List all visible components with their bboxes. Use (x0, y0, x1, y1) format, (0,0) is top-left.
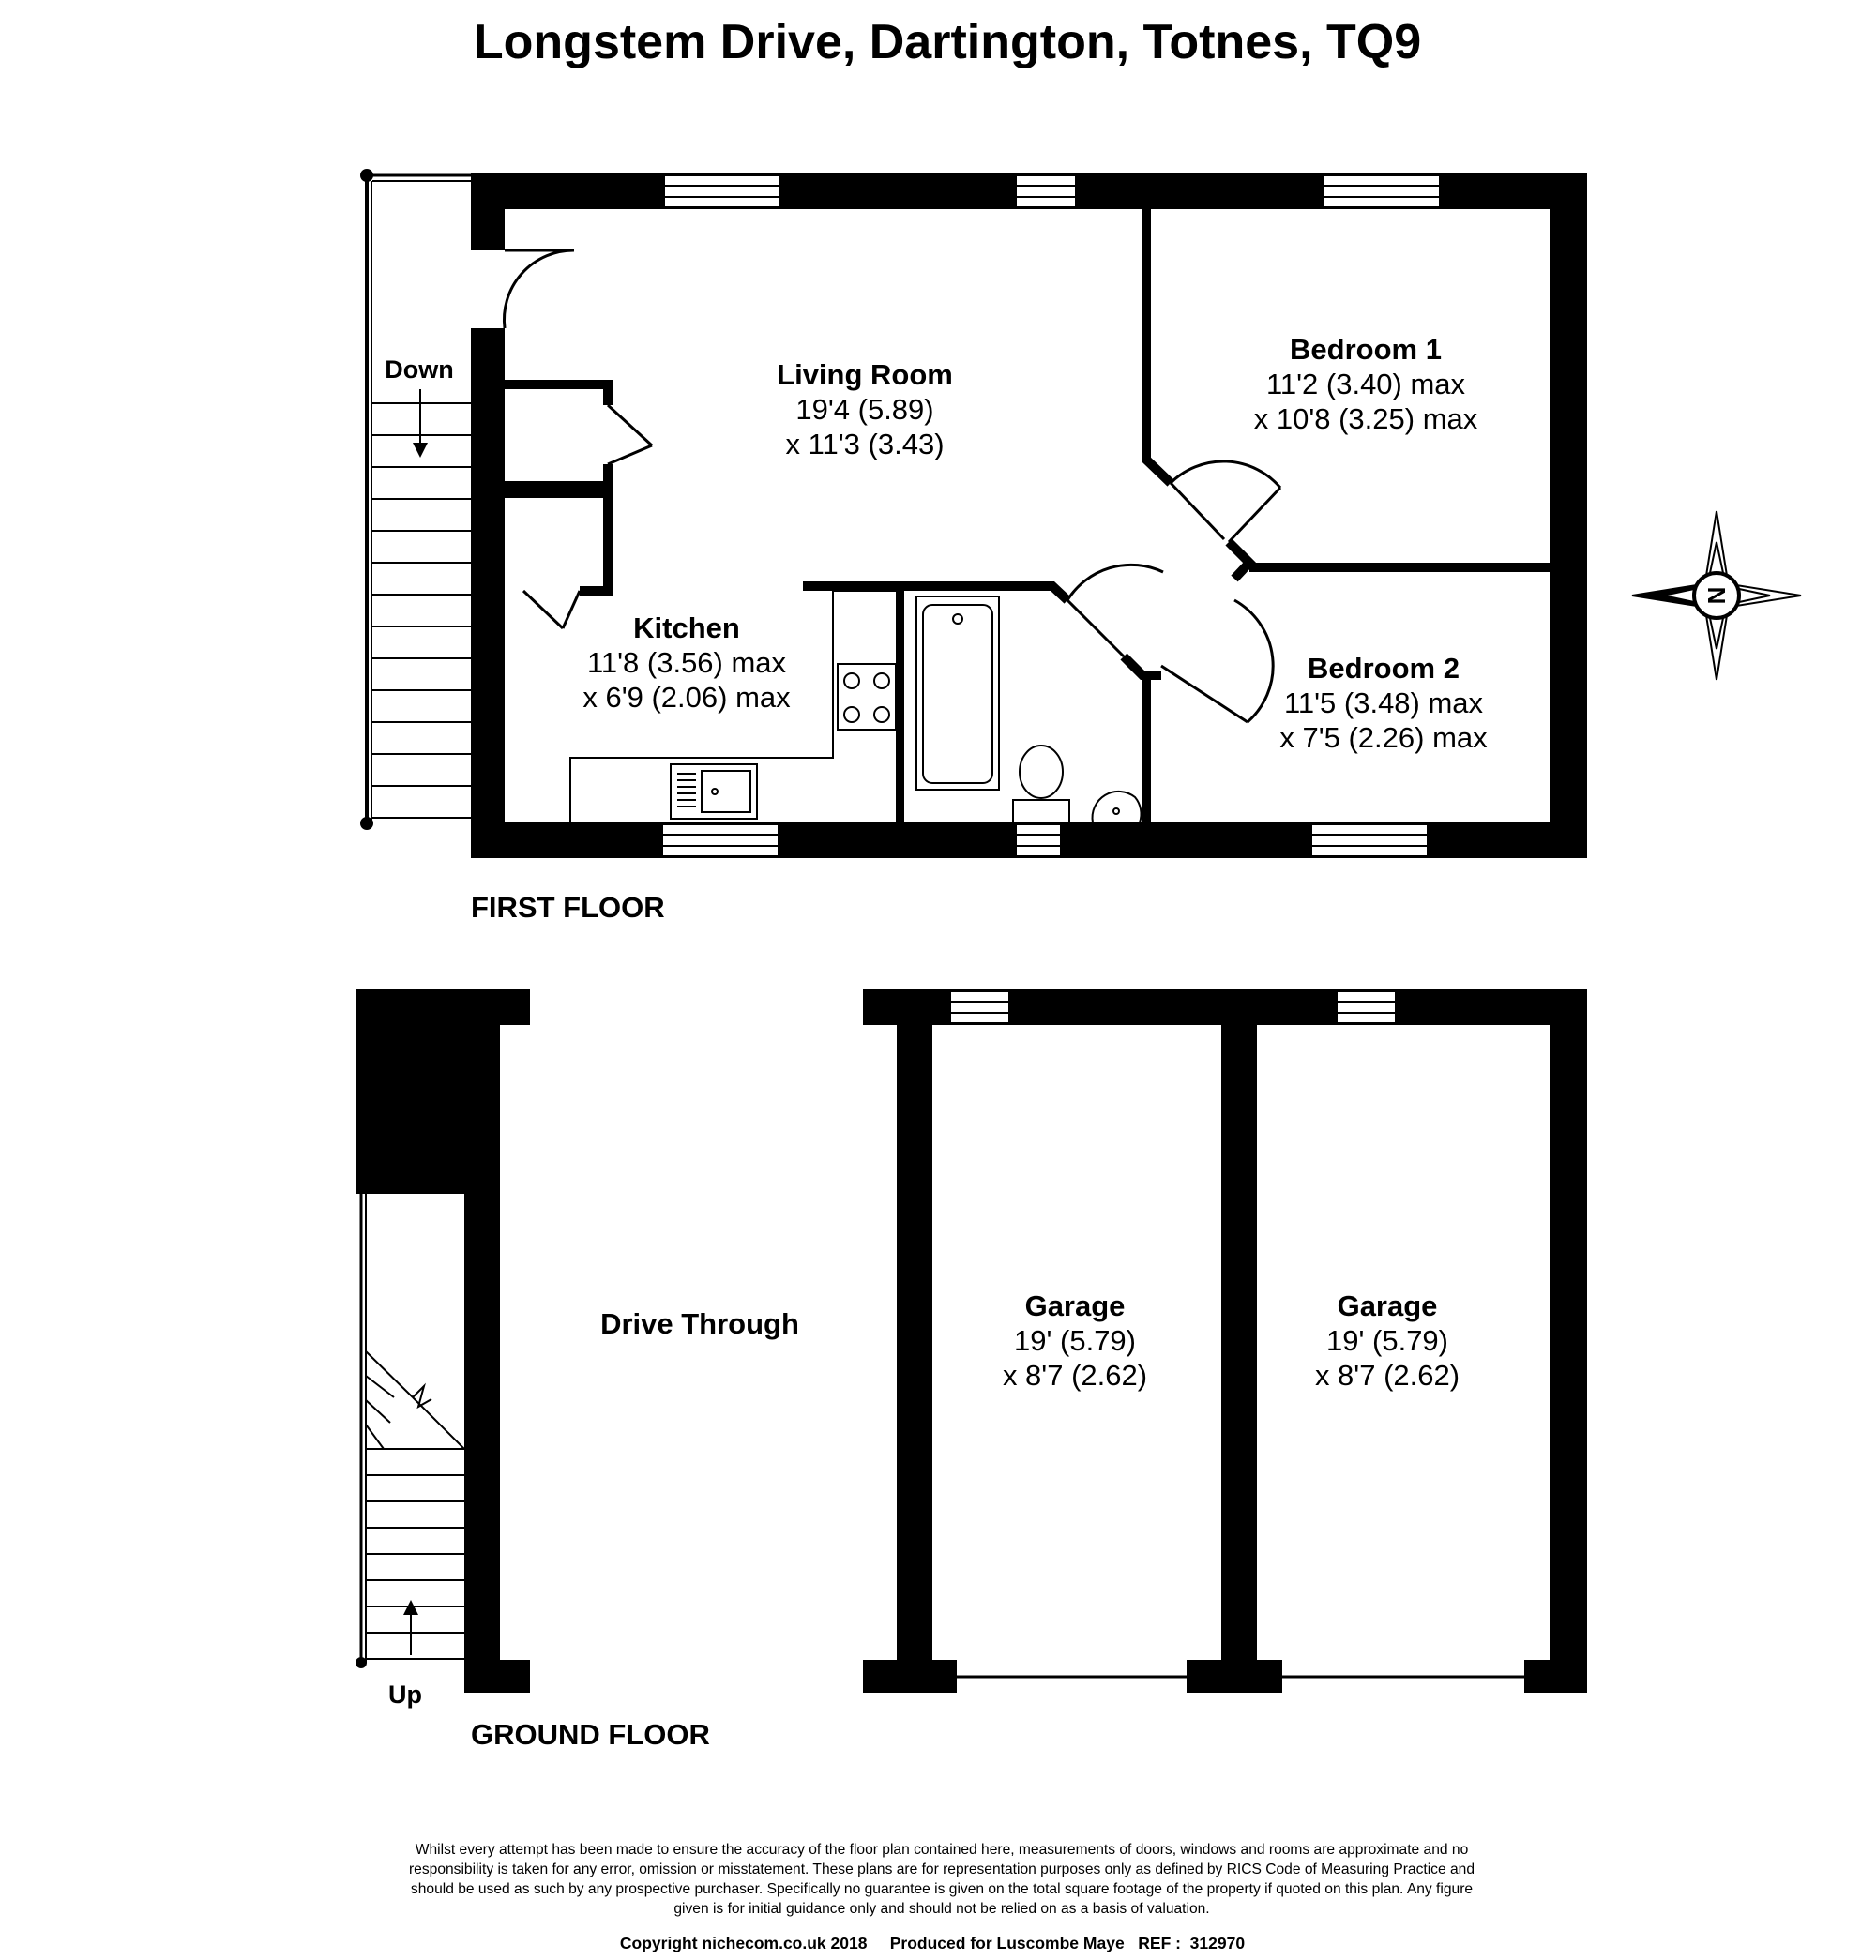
window (950, 991, 1009, 1023)
ground-floor-plan (356, 989, 1587, 1709)
svg-text:Living Room: Living Room (777, 358, 953, 391)
garage1-label (1003, 1289, 1147, 1392)
window (1016, 824, 1061, 856)
hob-icon (838, 664, 896, 730)
svg-text:given is for initial guidance: given is for initial guidance only and should not be relied on as a basis of valuation. (673, 1901, 1210, 1917)
svg-text:responsibility is taken for an: responsibility is taken for any error, omission or misstatement. These plans are for representation purposes only as defined by RICS Code of Measuring Practice and (408, 1862, 1475, 1877)
bedroom-wall (1124, 656, 1161, 675)
wall-left-lower (471, 328, 505, 858)
svg-text:Bedroom 2: Bedroom 2 (1308, 652, 1460, 685)
stairs-down-label: Down (385, 355, 454, 384)
garage-pier (1187, 1660, 1282, 1693)
wall-stair-right (464, 989, 500, 1693)
svg-text:x 8'7 (2.62): x 8'7 (2.62) (1314, 1359, 1460, 1392)
disclaimer (409, 1842, 1475, 1917)
sink-icon (671, 764, 757, 819)
window (1311, 824, 1428, 856)
svg-text:11'2 (3.40) max: 11'2 (3.40) max (1265, 368, 1466, 400)
svg-text:Whilst every attempt has been: Whilst every attempt has been made to ensure the accuracy of the floor plan contained here, measurements of doors, windows and rooms are approximate and no (415, 1842, 1469, 1858)
window (1324, 175, 1440, 207)
bathroom-wall (803, 586, 1067, 600)
bathroom-wall (1142, 675, 1151, 822)
up-arrow-icon (403, 1600, 418, 1655)
bathroom-door (1067, 565, 1163, 656)
basin-icon (1093, 792, 1142, 822)
ground-floor-label: GROUND FLOOR (471, 1718, 710, 1751)
first-floor-plan (361, 170, 1587, 858)
bedroom-wall (1229, 542, 1249, 579)
bedroom1-label (1254, 333, 1478, 435)
down-arrow-icon (413, 389, 428, 458)
garage-pier (1524, 1660, 1587, 1693)
entrance-door (504, 250, 574, 328)
svg-text:x 7'5 (2.26) max: x 7'5 (2.26) max (1279, 721, 1488, 754)
wall-stair-foot (464, 1660, 530, 1693)
cupboard-wall (505, 493, 608, 591)
bath-icon (916, 596, 999, 790)
svg-text:Kitchen: Kitchen (633, 611, 740, 644)
garage-wall-middle (1221, 989, 1257, 1693)
wall-left-upper (471, 173, 505, 250)
window (662, 824, 779, 856)
kitchen-label (582, 611, 791, 714)
compass-north-letter: N (1702, 586, 1731, 605)
svg-text:11'8 (3.56) max: 11'8 (3.56) max (586, 646, 787, 679)
bedroom2-label (1279, 652, 1488, 754)
svg-text:x 11'3 (3.43): x 11'3 (3.43) (785, 428, 945, 460)
page-title: Longstem Drive, Dartington, Totnes, TQ9 (473, 15, 1422, 69)
toilet-icon (1013, 746, 1069, 822)
svg-text:Garage: Garage (1024, 1289, 1126, 1322)
window (1016, 175, 1076, 207)
bedroom-wall (1249, 563, 1550, 572)
svg-text:x 10'8 (3.25) max: x 10'8 (3.25) max (1253, 402, 1478, 435)
garage-pier (863, 1660, 957, 1693)
cupboard-door (523, 591, 580, 628)
bedroom-wall (1146, 209, 1171, 483)
garage-wall-left (897, 989, 932, 1693)
drive-through-label: Drive Through (600, 1307, 799, 1340)
stairs-ground-floor (356, 1194, 464, 1667)
cupboard-wall (505, 384, 608, 405)
garage2-label (1315, 1289, 1460, 1392)
compass-icon (1632, 511, 1801, 680)
living-room-label (777, 358, 953, 460)
cupboard-door (608, 405, 652, 464)
first-floor-label: FIRST FLOOR (471, 891, 665, 924)
svg-text:19'4 (5.89): 19'4 (5.89) (795, 393, 934, 426)
window (1337, 991, 1396, 1023)
copyright: Copyright nichecom.co.uk 2018 Produced for Luscombe Maye REF : 312970 (619, 1934, 1246, 1952)
stairs-first-floor (361, 170, 471, 829)
bedroom2-door (1161, 600, 1273, 722)
svg-text:11'5 (3.48) max: 11'5 (3.48) max (1283, 686, 1484, 719)
svg-text:x 8'7 (2.62): x 8'7 (2.62) (1002, 1359, 1148, 1392)
svg-text:19' (5.79): 19' (5.79) (1326, 1324, 1448, 1357)
window (664, 175, 780, 207)
cupboard-wall (505, 464, 608, 486)
stairs-up-label: Up (388, 1681, 422, 1709)
svg-text:Garage: Garage (1337, 1289, 1438, 1322)
garage-wall-right (1550, 989, 1587, 1693)
svg-text:19' (5.79): 19' (5.79) (1014, 1324, 1136, 1357)
svg-text:Bedroom 1: Bedroom 1 (1290, 333, 1442, 366)
svg-text:x 6'9 (2.06) max: x 6'9 (2.06) max (582, 681, 791, 714)
bedroom1-door (1171, 461, 1280, 542)
bathroom-wall (896, 586, 904, 822)
wall-right (1550, 173, 1587, 858)
svg-text:should be used as such by any: should be used as such by any prospective purchaser. Specifically no guarantee is given on the total square footage of the property if quoted on this plan. Any figure (410, 1881, 1474, 1897)
